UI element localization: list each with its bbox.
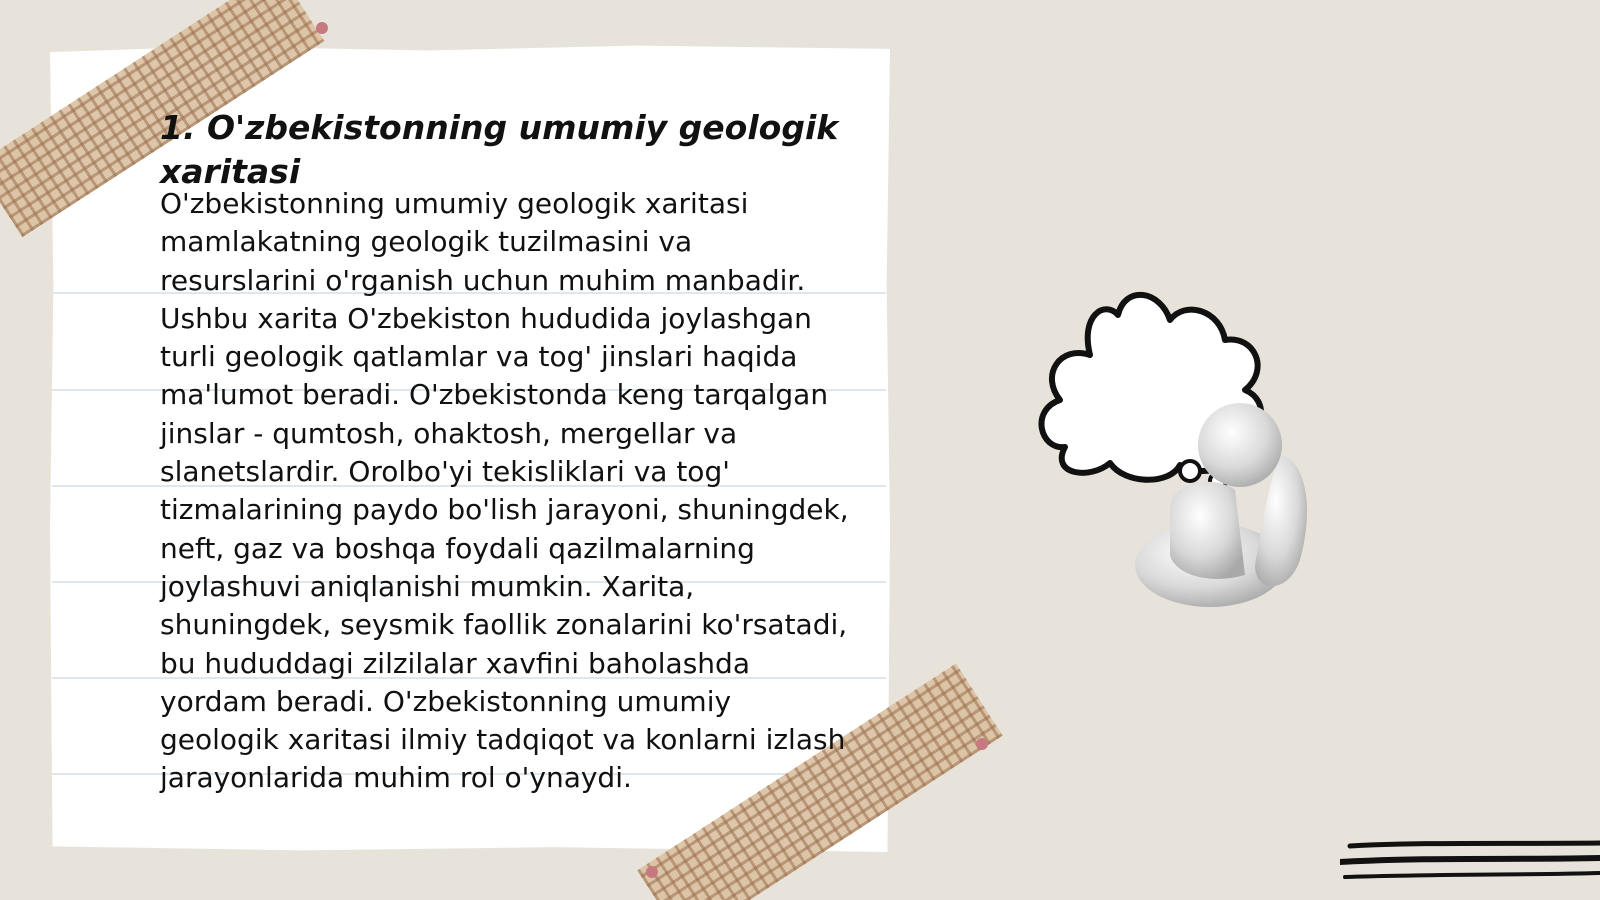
tape-end-mark <box>976 738 988 750</box>
brush-strokes-icon <box>1340 840 1600 900</box>
thinking-person-with-thought-bubble-icon <box>1030 275 1350 615</box>
tape-end-mark <box>646 866 658 878</box>
slide-body-text: O'zbekistonning umumiy geologik xaritasi mamlakatning geologik tuzilmasini va resurslarini o'rganish uchun muhim manbadir. Ushbu xarita O'zbekiston hududida joylashgan turli geologik qatlamlar va tog' jinslari haqida ma'lumot beradi. O'zbekistonda keng tarqalgan jinslar - qumtosh, ohaktosh, mergellar va slanetslardir. Orolbo'yi tekisliklari va tog' tizmalarining paydo bo'lish jarayoni, shuningdek, neft, gaz va boshqa foydali qazilmalarning joylashuvi aniqlanishi mumkin. Xarita, shuningdek, seysmik faollik zonalarini ko'rsatadi, bu hududdagi zilzilalar xavfini baholashda yordam beradi. O'zbekistonning umumiy geologik xaritasi ilmiy tadqiqot va konlarni izlash jarayonlarida muhim rol o'ynaydi. <box>160 187 849 795</box>
tape-end-mark <box>316 22 328 34</box>
slide-heading: 1. O'zbekistonning umumiy geologik xaritasi <box>160 108 839 191</box>
